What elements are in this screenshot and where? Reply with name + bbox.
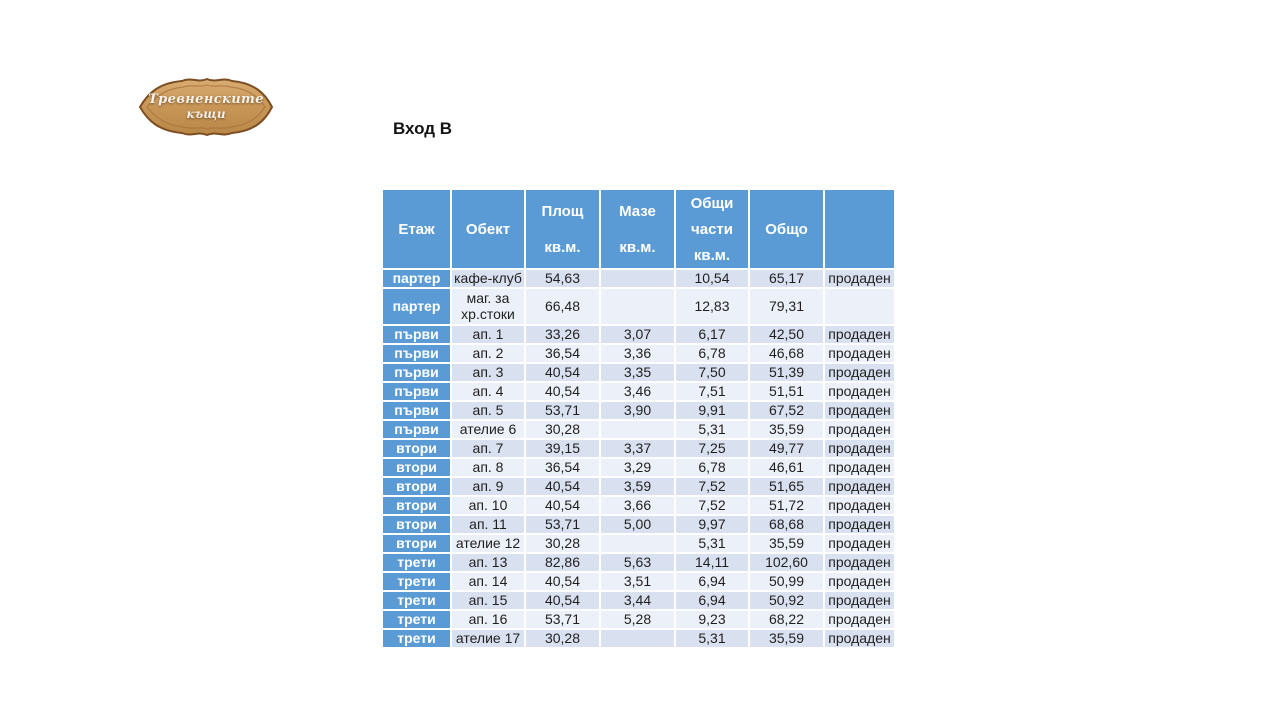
column-header-line: Площ [541,202,584,220]
basement-cell: 3,29 [601,459,674,476]
status-cell: продаден [825,497,894,514]
object-cell: ап. 7 [452,440,524,457]
status-cell: продаден [825,554,894,571]
total-cell: 65,17 [750,270,823,287]
object-cell: ап. 10 [452,497,524,514]
object-cell: ап. 2 [452,345,524,362]
area-cell: 40,54 [526,364,599,381]
object-cell: ап. 3 [452,364,524,381]
table-row [383,383,894,400]
column-header-line: кв.м. [693,246,731,264]
area-cell: 36,54 [526,345,599,362]
status-cell: продаден [825,630,894,647]
logo-text [137,76,275,138]
common-cell: 7,25 [676,440,748,457]
status-cell: продаден [825,270,894,287]
common-cell: 9,97 [676,516,748,533]
common-cell: 12,83 [676,289,748,324]
column-header-status [825,190,894,268]
common-cell: 5,31 [676,535,748,552]
column-header-area [526,190,599,268]
basement-cell: 3,51 [601,573,674,590]
table-row [383,573,894,590]
table-row [383,440,894,457]
area-cell: 33,26 [526,326,599,343]
table-row [383,630,894,647]
floor-cell: партер [383,270,450,287]
floor-cell: трети [383,573,450,590]
area-cell: 30,28 [526,421,599,438]
column-header-line: части [691,220,733,238]
floor-cell: трети [383,611,450,628]
area-cell: 40,54 [526,497,599,514]
object-cell: ателие 17 [452,630,524,647]
object-cell: кафе-клуб [452,270,524,287]
table-row [383,516,894,533]
area-cell: 66,48 [526,289,599,324]
common-cell: 7,51 [676,383,748,400]
object-cell: маг. за хр.стоки [452,289,524,324]
floor-cell: втори [383,535,450,552]
area-cell: 53,71 [526,611,599,628]
total-cell: 35,59 [750,421,823,438]
common-cell: 14,11 [676,554,748,571]
basement-cell [601,630,674,647]
floor-cell: партер [383,289,450,324]
column-header-line: Етаж [398,220,435,238]
floor-cell: първи [383,364,450,381]
basement-cell: 3,59 [601,478,674,495]
total-cell: 79,31 [750,289,823,324]
area-cell: 53,71 [526,402,599,419]
header-row [383,190,894,268]
common-cell: 7,50 [676,364,748,381]
total-cell: 49,77 [750,440,823,457]
floor-cell: първи [383,326,450,343]
object-cell: ателие 12 [452,535,524,552]
basement-cell: 3,37 [601,440,674,457]
logo-text-line2: къщи [186,107,226,122]
common-cell: 9,91 [676,402,748,419]
total-cell: 35,59 [750,535,823,552]
total-cell: 51,72 [750,497,823,514]
area-cell: 54,63 [526,270,599,287]
status-cell: продаден [825,478,894,495]
table-row [383,289,894,324]
basement-cell [601,289,674,324]
basement-cell: 5,63 [601,554,674,571]
area-cell: 30,28 [526,535,599,552]
object-cell: ап. 9 [452,478,524,495]
status-cell: продаден [825,345,894,362]
floor-cell: трети [383,592,450,609]
floor-cell: втори [383,440,450,457]
area-cell: 40,54 [526,383,599,400]
common-cell: 6,94 [676,573,748,590]
units-table [381,188,896,649]
column-header-line: Обект [465,220,511,238]
area-cell: 40,54 [526,478,599,495]
object-cell: ап. 14 [452,573,524,590]
total-cell: 102,60 [750,554,823,571]
object-cell: ателие 6 [452,421,524,438]
total-cell: 67,52 [750,402,823,419]
common-cell: 7,52 [676,497,748,514]
common-cell: 7,52 [676,478,748,495]
floor-cell: втори [383,516,450,533]
common-cell: 6,17 [676,326,748,343]
total-cell: 50,92 [750,592,823,609]
column-header-line: Мазе [619,202,656,220]
area-cell: 39,15 [526,440,599,457]
table-row [383,592,894,609]
area-cell: 40,54 [526,592,599,609]
floor-cell: трети [383,554,450,571]
total-cell: 46,68 [750,345,823,362]
total-cell: 51,39 [750,364,823,381]
basement-cell: 3,35 [601,364,674,381]
slide-title: Вход В [393,119,453,138]
total-cell: 46,61 [750,459,823,476]
column-header-object [452,190,524,268]
floor-cell: първи [383,421,450,438]
table-row [383,459,894,476]
floor-cell: втори [383,459,450,476]
total-cell: 35,59 [750,630,823,647]
object-cell: ап. 5 [452,402,524,419]
area-cell: 30,28 [526,630,599,647]
object-cell: ап. 1 [452,326,524,343]
column-header-common [676,190,748,268]
column-header-line: Общи [690,194,734,212]
area-cell: 40,54 [526,573,599,590]
floor-cell: първи [383,402,450,419]
total-cell: 68,68 [750,516,823,533]
area-cell: 53,71 [526,516,599,533]
table-row [383,554,894,571]
status-cell: продаден [825,383,894,400]
basement-cell: 3,44 [601,592,674,609]
company-logo [137,76,275,138]
status-cell: продаден [825,573,894,590]
table-row [383,535,894,552]
object-cell: ап. 11 [452,516,524,533]
status-cell: продаден [825,326,894,343]
table-row [383,421,894,438]
column-header-line: Общо [765,220,808,238]
column-header-floor [383,190,450,268]
floor-cell: първи [383,383,450,400]
total-cell: 50,99 [750,573,823,590]
basement-cell: 3,07 [601,326,674,343]
status-cell: продаден [825,459,894,476]
status-cell: продаден [825,364,894,381]
table-row [383,345,894,362]
object-cell: ап. 16 [452,611,524,628]
total-cell: 51,51 [750,383,823,400]
object-cell: ап. 15 [452,592,524,609]
total-cell: 42,50 [750,326,823,343]
common-cell: 6,94 [676,592,748,609]
floor-cell: първи [383,345,450,362]
status-cell: продаден [825,421,894,438]
common-cell: 5,31 [676,630,748,647]
status-cell: продаден [825,402,894,419]
table-row [383,326,894,343]
basement-cell: 3,36 [601,345,674,362]
column-header-total [750,190,823,268]
floor-cell: втори [383,497,450,514]
object-cell: ап. 4 [452,383,524,400]
status-cell [825,289,894,324]
basement-cell: 5,28 [601,611,674,628]
area-cell: 36,54 [526,459,599,476]
total-cell: 68,22 [750,611,823,628]
common-cell: 6,78 [676,459,748,476]
object-cell: ап. 8 [452,459,524,476]
table-row [383,611,894,628]
floor-cell: втори [383,478,450,495]
status-cell: продаден [825,440,894,457]
status-cell: продаден [825,516,894,533]
basement-cell: 3,66 [601,497,674,514]
table-row [383,364,894,381]
column-header-line: кв.м. [619,238,656,256]
table-row [383,478,894,495]
table-row [383,497,894,514]
common-cell: 10,54 [676,270,748,287]
common-cell: 6,78 [676,345,748,362]
table-row [383,270,894,287]
column-header-line: кв.м. [544,238,581,256]
basement-cell: 3,46 [601,383,674,400]
status-cell: продаден [825,611,894,628]
status-cell: продаден [825,592,894,609]
common-cell: 9,23 [676,611,748,628]
basement-cell [601,270,674,287]
object-cell: ап. 13 [452,554,524,571]
area-cell: 82,86 [526,554,599,571]
basement-cell: 3,90 [601,402,674,419]
floor-cell: трети [383,630,450,647]
total-cell: 51,65 [750,478,823,495]
logo-text-line1: Тревненските [148,92,264,108]
basement-cell: 5,00 [601,516,674,533]
column-header-basement [601,190,674,268]
basement-cell [601,535,674,552]
common-cell: 5,31 [676,421,748,438]
table-row [383,402,894,419]
status-cell: продаден [825,535,894,552]
basement-cell [601,421,674,438]
